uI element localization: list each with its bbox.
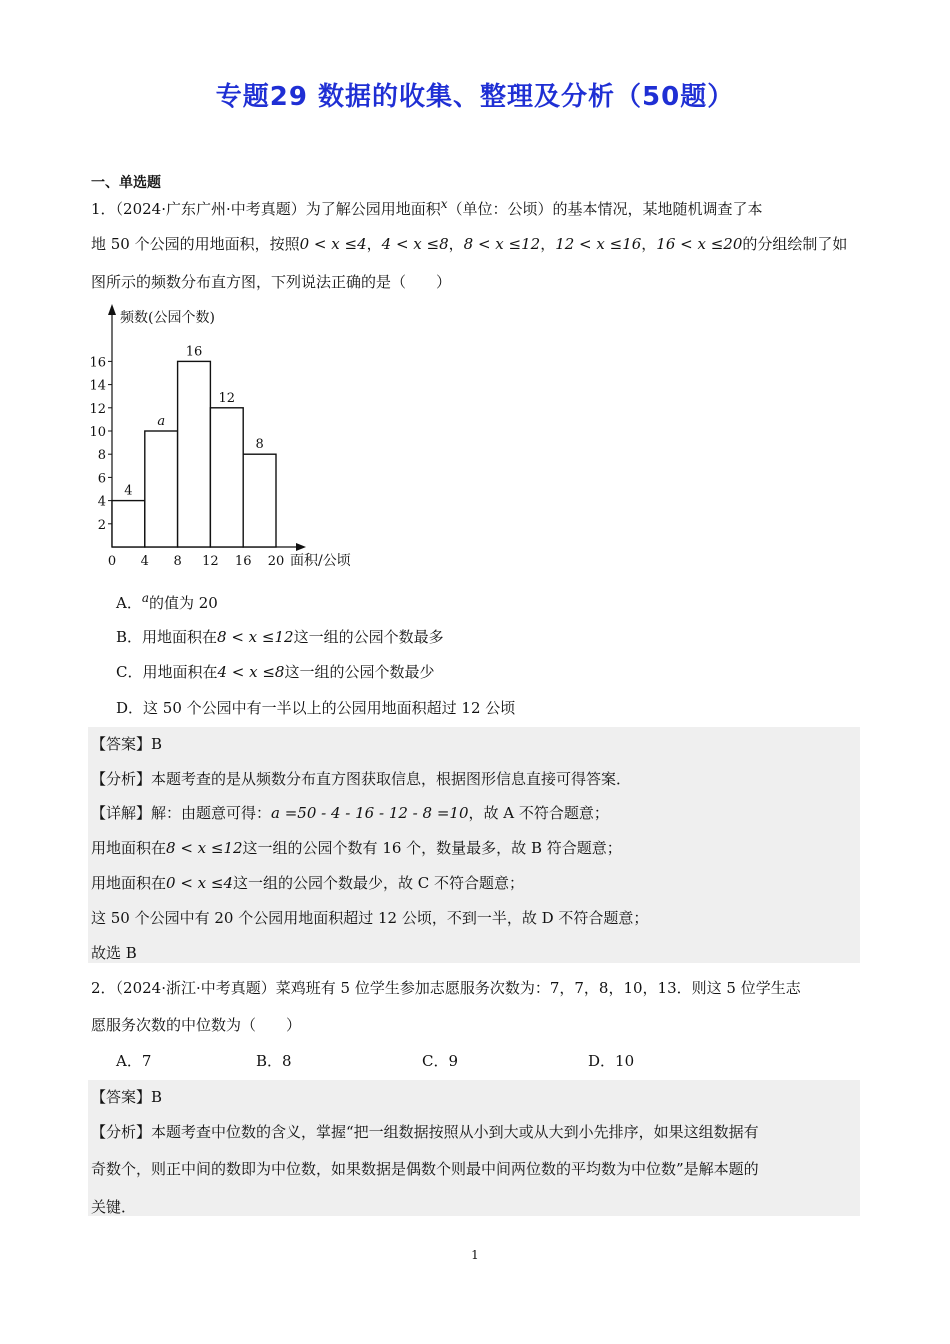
y-tick-label: 14 xyxy=(89,378,106,394)
q2-analysis-3: 关键． xyxy=(91,1198,137,1216)
detail-text: ，故 A 不符合题意； xyxy=(468,804,609,822)
detail-text: 这一组的公园个数最少，故 C 不符合题意； xyxy=(233,874,525,892)
range-5: 16 < x ≤20 xyxy=(656,235,743,253)
option-math: 4 < x ≤8 xyxy=(217,663,285,681)
q1-text: 的分组绘制了如 xyxy=(742,235,848,253)
q1-detail-1 xyxy=(91,802,609,823)
option-text: 这一组的公园个数最少 xyxy=(284,663,435,681)
q1-option-c xyxy=(116,661,435,682)
q2-line-2: 愿服务次数的中位数为（ ） xyxy=(91,1016,302,1034)
y-tick-label: 12 xyxy=(89,401,106,417)
q1-variable: x xyxy=(440,197,448,211)
q1-line-3: 图所示的频数分布直方图，下列说法正确的是（ ） xyxy=(91,273,452,291)
x-axis-arrow xyxy=(296,543,306,551)
option-text: 这一组的公园个数最多 xyxy=(293,628,444,646)
bar-value-label: 4 xyxy=(124,483,133,499)
y-tick-label: 10 xyxy=(89,425,106,440)
option-math: 8 < x ≤12 xyxy=(217,628,294,646)
q1-detail-2 xyxy=(91,837,622,858)
q2-solution-box xyxy=(88,1080,860,1216)
detail-text: 用地面积在 xyxy=(91,839,167,857)
option-label: B．用地面积在 xyxy=(116,628,218,646)
bar-value-label: 8 xyxy=(255,437,264,453)
page-number: 1 xyxy=(471,1248,479,1262)
y-axis-label: 频数(公园个数) xyxy=(120,310,215,326)
x-axis-label: 面积/公顷 xyxy=(290,553,351,569)
x-tick-label: 0 xyxy=(107,554,117,569)
q2-option-b: B．8 xyxy=(256,1052,292,1070)
option-variable: a xyxy=(141,591,149,605)
q1-line-2: 地 50 个公园的用地面积，按照0 < x ≤4，4 < x ≤8，8 < x ≤12，12 < x ≤16，16 < x ≤20的分组绘制了如 xyxy=(91,235,848,253)
detail-math: a =50 - 4 - 16 - 12 - 8 =10 xyxy=(271,804,469,822)
q1-text: （单位：公顷）的基本情况，某地随机调查了本 xyxy=(447,200,763,218)
histogram-chart xyxy=(80,300,380,575)
range-1: 0 < x ≤4 xyxy=(299,235,367,253)
page-title: 专题29 数据的收集、整理及分析（50题） xyxy=(215,82,735,112)
q1-detail-3 xyxy=(91,872,524,893)
option-label: A． xyxy=(116,594,142,612)
y-tick-label: 4 xyxy=(97,494,106,510)
range-4: 12 < x ≤16 xyxy=(555,235,642,253)
y-tick-label: 16 xyxy=(89,355,106,371)
option-text: 的值为 20 xyxy=(149,594,218,612)
q2-option-c: C．9 xyxy=(422,1052,459,1070)
q1-line-1 xyxy=(91,197,763,219)
q2-option-a: A．7 xyxy=(116,1052,152,1070)
histogram-bar xyxy=(112,501,145,547)
q1-option-a xyxy=(116,591,218,613)
q1-option-b xyxy=(116,626,444,647)
q2-analysis-1: 【分析】本题考查中位数的含义，掌握“把一组数据按照从小到大或从大到小先排序，如果这组数据有 xyxy=(91,1123,759,1141)
section-heading: 一、单选题 xyxy=(91,175,161,191)
x-tick-label: 12 xyxy=(202,554,219,569)
range-3: 8 < x ≤12 xyxy=(463,235,541,253)
q2-option-d: D．10 xyxy=(588,1052,635,1070)
q1-text: 1．（2024·广东广州·中考真题）为了解公园用地面积 xyxy=(91,200,441,218)
q2-answer: 【答案】B xyxy=(91,1088,163,1106)
x-tick-label: 4 xyxy=(140,554,149,569)
q1-answer: 【答案】B xyxy=(91,735,163,753)
y-tick-label: 8 xyxy=(97,448,106,464)
y-tick-label: 2 xyxy=(97,517,106,533)
detail-text: 这一组的公园个数有 16 个，数量最多，故 B 符合题意； xyxy=(242,839,622,857)
detail-text: 用地面积在 xyxy=(91,874,167,892)
x-tick-label: 16 xyxy=(234,554,252,569)
x-tick-label: 8 xyxy=(173,554,182,569)
detail-text: 【详解】解：由题意可得： xyxy=(91,804,272,822)
histogram-bar xyxy=(243,454,276,547)
histogram-bar xyxy=(178,361,211,547)
detail-math: 8 < x ≤12 xyxy=(166,839,243,857)
histogram-bar xyxy=(210,408,243,547)
q2-line-1: 2．（2024·浙江·中考真题）菜鸡班有 5 位学生参加志愿服务次数为：7，7，8，10，13．则这 5 位学生志 xyxy=(91,979,801,997)
bar-value-label: 16 xyxy=(185,344,203,360)
option-label: C．用地面积在 xyxy=(116,663,218,681)
range-2: 4 < x ≤8 xyxy=(381,235,449,253)
q1-detail-4: 这 50 个公园中有 20 个公园用地面积超过 12 公顷，不到一半，故 D 不符合题意； xyxy=(91,909,649,927)
y-tick-label: 6 xyxy=(97,471,106,487)
q1-analysis: 【分析】本题考查的是从频数分布直方图获取信息，根据图形信息直接可得答案． xyxy=(91,770,632,788)
y-axis-arrow xyxy=(108,304,116,315)
bar-value-label: a xyxy=(157,414,166,429)
detail-math: 0 < x ≤4 xyxy=(166,874,234,892)
q1-text: 地 50 个公园的用地面积，按照 xyxy=(91,235,300,253)
q1-option-d: D．这 50 个公园中有一半以上的公园用地面积超过 12 公顷 xyxy=(116,699,516,717)
q1-detail-5: 故选 B xyxy=(91,944,137,962)
q2-analysis-2: 奇数个，则正中间的数即为中位数，如果数据是偶数个则最中间两位数的平均数为中位数”是解本题的 xyxy=(91,1160,759,1178)
bar-value-label: 12 xyxy=(218,390,236,406)
histogram-bar xyxy=(145,431,178,547)
x-tick-label: 20 xyxy=(267,554,285,569)
